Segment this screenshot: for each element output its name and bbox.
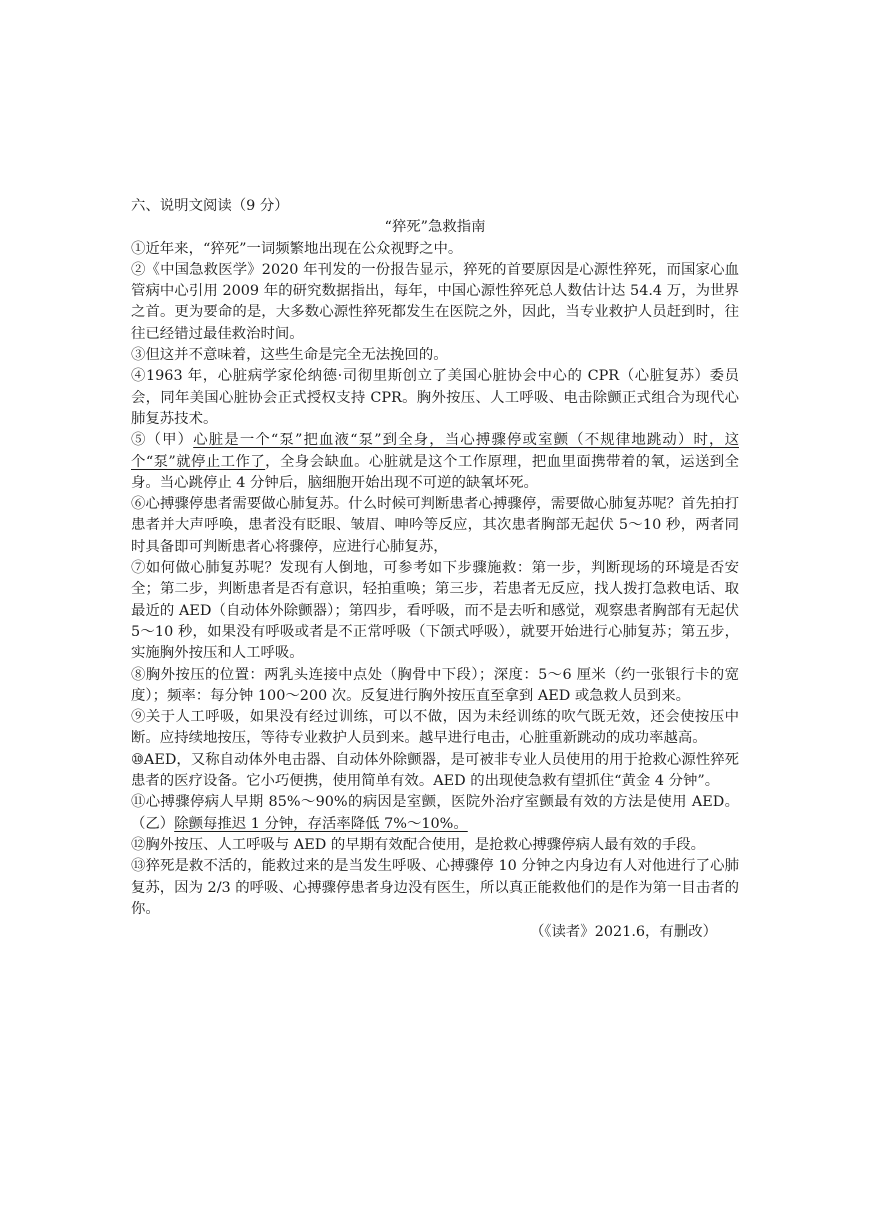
paragraph-10: ⑩AED，又称自动体外电击器、自动体外除颤器，是可被非专业人员使用的用于抢救心源性猝死患者的医疗设备。它小巧便携，使用简单有效。AED 的出现使急救有望抓住“黄金 4 分钟”。: [131, 751, 739, 790]
section-heading: 六、说明文阅读（9 分）: [131, 198, 289, 214]
paragraph-9: ⑨关于人工呼吸，如果没有经过训练，可以不做，因为未经训练的吹气既无效，还会使按压中断。应持续地按压，等待专业救护人员到来。越早进行电击，心脏重新跳动的成功率越高。: [131, 709, 739, 747]
paragraph-7: ⑦如何做心肺复苏呢？发现有人倒地，可参考如下步骤施救：第一步，判断现场的环境是否安全；第二步，判断患者是否有意识，轻拍重唤；第三步，若患者无反应，找人拨打急救电话、取最近的 AED（自动体外除颤器）；第四步，看呼吸，而不是去听和感觉，观察患者胸部有无起伏 5～10 秒，如果没有呼吸或者是不正常呼吸（下颌式呼吸），就要开始进行心肺复苏；第五步，实施胸外按压和人工呼吸。: [131, 560, 739, 662]
reading-passage: [131, 196, 739, 943]
paragraph-5-marker: ⑤（甲）: [131, 432, 194, 449]
paragraph-1: ①近年来，“猝死”一词频繁地出现在公众视野之中。: [131, 240, 463, 257]
article-title: “猝死”急救指南: [384, 219, 486, 236]
paragraph-5: [131, 430, 739, 494]
underlined-sentence-jia: 心脏是一个“泵”把血液“泵”到全身，当心搏骤停或室颤（不规律地跳动）时，这个“泵”就停止工作了: [131, 432, 739, 470]
paragraph-11: [131, 792, 739, 835]
underlined-sentence-yi: 除颤每推迟 1 分钟，存活率降低 7%～10%。: [174, 815, 468, 832]
paragraph-11-lead: ⑪心搏骤停病人早期 85%～90%的病因是室颤，医院外治疗室颤最有效的方法是使用 AED。（乙）: [131, 794, 739, 832]
paragraph-2: ②《中国急救医学》2020 年刊发的一份报告显示，猝死的首要原因是心源性猝死，而国家心血管病中心引用 2009 年的研究数据指出，每年，中国心源性猝死总人数估计达 54.4 万，为世界之首。更为要命的是，大多数心源性猝死都发生在医院之外，因此，当专业救护人员赶到时，往往已经错过最佳救治时间。: [131, 261, 739, 342]
paragraph-8: ⑧胸外按压的位置：两乳头连接中点处（胸骨中下段）；深度：5～6 厘米（约一张银行卡的宽度）；频率：每分钟 100～200 次。反复进行胸外按压直至拿到 AED 或急救人员到来。: [131, 666, 739, 704]
paragraph-4: ④1963 年，心脏病学家伦纳德·司彻里斯创立了美国心脏协会中心的 CPR（心脏复苏）委员会，同年美国心脏协会正式授权支持 CPR。胸外按压、人工呼吸、电击除颤正式组合为现代心肺复苏技术。: [131, 368, 739, 427]
paragraph-12: ⑫胸外按压、人工呼吸与 AED 的早期有效配合使用，是抢救心搏骤停病人最有效的手段。: [131, 836, 706, 853]
paragraph-13: ⑬猝死是救不活的，能救过来的是当发生呼吸、心搏骤停 10 分钟之内身边有人对他进行了心肺复苏，因为 2/3 的呼吸、心搏骤停患者身边没有医生，所以真正能救他们的是作为第一目击者的你。: [131, 858, 739, 917]
paragraph-3: ③但这并不意味着，这些生命是完全无法挽回的。: [131, 347, 448, 364]
paragraph-5-rest: ，全身会缺血。心脏就是这个工作原理，把血里面携带着的氧，运送到全身。当心跳停止 4 分钟后，脑细胞开始出现不可逆的缺氧坏死。: [131, 453, 739, 491]
source-citation: （《读者》2021.6，有删改）: [529, 924, 717, 941]
paragraph-6: ⑥心搏骤停患者需要做心肺复苏。什么时候可判断患者心搏骤停，需要做心肺复苏呢？首先拍打患者并大声呼唤，患者没有眨眼、皱眉、呻吟等反应，其次患者胸部无起伏 5～10 秒，两者同时具备即可判断患者心将骤停，应进行心肺复苏，: [131, 496, 739, 555]
